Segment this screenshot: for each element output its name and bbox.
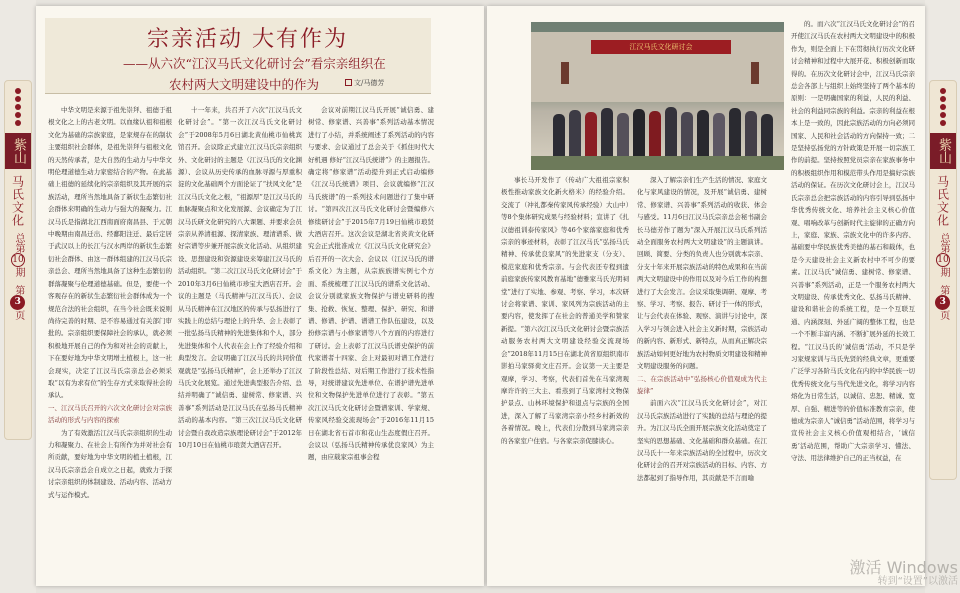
left-tab-dots (15, 87, 21, 127)
left-col1-text-b: 为了有效激活江汉马氏宗亲组织的生动力和凝聚力、在社会上有所作为并对社会有所贡献，要好地为中华文明的植土植根，江汉马氏宗亲总会自成立之日起，就致力于探讨宗亲组织的体制建设、活动内容、活动方式与运作模式。 (48, 428, 172, 499)
photo-window (751, 62, 759, 84)
right-tab-column: 马氏文化 (935, 175, 950, 227)
photo-person (553, 114, 565, 160)
right-col2-text: 深入了解宗亲们生产生活的情况、家庭文化与家风建设的情况，及开展“诚信勇、建树常、修家谱、兴善事”系列活动的收获、体会与感受。11月6日江汉马氏宗亲总会秘书副会长马德芳作了题为“深入开展江汉马氏系列活动全面服务农村两大文明建设”的主题演讲。回顾、简要、分类的负责人也分别就本宗亲、分支十年来开展宗族活动的特色成果和在当前两大文明建设中的作用以及对今后工作的构想进行了大会发言。会议采取集调研、观摩、考察、学习、考察、报告、研讨于一体的形式，让与会代表在体验、观察、演讲与讨论中，深入学习与领会进入社会主义新时期，宗族活动的新内容、新形式、新特点，从而真正解决宗族活动如何更好地为农村物质文明建设和精神文明建设服务的问题。 (637, 176, 767, 371)
left-col1-text: 中华文明是来源于祖先崇拜、祖德于祖根文化之上的古老文明。以血缘认祖和祖根文化为基础的宗族家庭，是家规存在的制状主要组织社会群体，是祖先崇拜与祖根文化的天然传承者，是大自然的生动力与中华文明伦理道德生动力家密结合的产物。在此基础上祖德的延续化的宗亲组织及其开展的宗族活动，理所当然地具备了新状生态繁衍社会群体来明确的生动力与强大的凝聚力。江汉马氏是指湖北江西南面府南昌县、于元朝中晚期由南昌迁出、经鄱阳注迁、最后定居于武汉以上的长江与汉水两岸的新状生态繁衍社会群体、由这一群体组建的江汉马氏宗亲总会、理所当然地具备了这种生态繁衍的群落凝聚与伦理道德基础。但是，要使一个客观存在的新状生态繁衍社会群体成为一个规范合法的社会组织，在当今社会既来说则尚待完善的时期、是不容易通过有关部门审批的。宗亲组织要保障社会的承认，就必须积极地开展自己的作为和对社会的贡献上，下在要好地为中华文明增土植根上，这一社会现实，决定了江汉马氏宗亲总会必须采取“以有为求有位”的生存方式来取得社会的承认。 (48, 106, 172, 400)
right-side-tab (929, 80, 957, 480)
article-subtitle-line2: 农村两大文明建设中的作为 (169, 77, 320, 92)
left-page (36, 6, 484, 586)
left-tab-magazine: 紫山 (5, 133, 31, 169)
article-author: 文/马德芳 (345, 78, 384, 88)
photo-person (585, 112, 597, 160)
photo-person (681, 112, 693, 160)
left-side-tab (4, 80, 32, 440)
left-col1-subheading: 一、江汉马氏召开的六次文化研讨会对宗族活动的形式与内容的探索 (48, 403, 172, 425)
right-col2-subheading: 二、在宗族活动中“弘扬核心价值观成为代主旋律” (637, 374, 767, 395)
photo-person (633, 109, 645, 160)
photo-person (601, 108, 613, 160)
windows-activation-watermark: 激活 Windows 转到“设置”以激活 (849, 558, 958, 587)
photo-window (561, 62, 569, 84)
right-tab-dots (940, 87, 946, 127)
photo-person (729, 108, 741, 160)
photo-person (761, 114, 773, 160)
right-tab-magazine: 紫山 (930, 133, 956, 169)
right-tab-page: 第3页 (935, 285, 951, 320)
left-col2-text: 十一年来，共召开了六次“江汉马氏文化研讨会”。“第一次江汉马氏文化研讨会”于2008年5月6日湖北黄仙桃市仙桃宾馆召开。会议除正式建立江汉马氏宗亲组织外、文化研讨的主题是（江汉马氏的文化渊源）、会议从历史传承的血脉寻源与厚重积淀的文化基础两个方面论证了“扶风文化”是江汉马氏文化之根，“祖源厚”是江汉马氏的血脉凝聚点和文化发展源、会议确定为了江汉马氏研文化研究的八大课题、并要求会员宗亲从养清祖源、探清家族、理清谱系、做好宗谱等步兼开展宗族文化活动、从组织建设、思想建设和资源建设来筹建江汉马氏的活动组织。“第二次江汉马氏文化研讨会”于2010年3月6日仙桃市珍宝大酒店召开。会议的主题是（马氏精神与江汉马氏）、会议从马氏精神在江汉地区的传承与弘扬进行了实践上的总结与理论上的升华、会上表彰了一批弘扬马氏精神的先进集体和个人，部分先进集体和个人代表在会上作了经验介绍和典型发言。会议明确了江汉马氏的共同价值观就是“弘扬马氏精神”，会上还举办了江汉马氏文化展览。通过先进典型报告介绍、总结并明确了“诚信勇、建树常、修家谱、兴善事”系列活动是江汉马氏在弘扬马氏精神活动的基本内容。“第三次江汉马氏文化研讨会暨自我改造宗族理论研讨会”于2012年10月10日在仙桃市琅贤大酒店召开。 (178, 106, 302, 449)
left-column-2 (178, 104, 302, 578)
left-col3-text: 会议对前期江汉马氏开展“诚信勇、建树常、修家谱、兴善事”系列活动基本情况进行了小结，并系统阐述了系列活动的内容与要求、会议通过了总会关于《抓住时代大好机遇 修好“江汉马氏统谱”》的主题报告。确定将“修家谱”活动提升到正式启动编修《江汉马氏统谱》项目、会议就编修“江汉马氏统谱”的一系列技术问题进行了集中研讨。“第四次江汉马氏文化研讨会暨编修六修续研讨会”于2015年7月19日仙桃市琅贤大酒店召开。这次会议是湖北省炎黄文化研究会正式批准成立《江汉马氏文化研究会》后召开的一次大会、会议以（江汉马氏的谱系文化）为主题，从宗族族谱实例七个方面、系统梳理了江汉马氏的谱系文化活动、会议分别就家族文物保护与谱史研料的搜集、抢救、恢复、整理、保护、研究、和谱谱、修谱、护谱、谱谱工作队伍建设，以及扮修宗谱与小修家谱等八个方面的内容进行了研讨。会上表彰了江汉马氏谱史保护的前代家谱者十四家、会上对最初对谱工作进行了阶段性总结、对后期工作进行了技术性指导，对统谱建议先进单位、在谱护谱先进单位和文物保护先进单位进行了表彰。“第五次江汉马氏文化研讨会暨谱家训、学家规、传家风经验交流现场会”于2016年11月15日在湖北省石首市和花山生态度假庄召开。会议以（弘扬马氏精神传承优良家风）为主题，由应载家宗祖事会程 (308, 106, 434, 462)
photo-ground (531, 156, 784, 170)
left-tab-column: 马氏文化 (10, 175, 25, 227)
article-title: 宗亲活动 大有作为 (147, 27, 348, 52)
article-header (45, 18, 431, 94)
right-tab-issue: 总第10期 (937, 233, 949, 277)
author-icon (345, 79, 352, 86)
left-column-1 (48, 104, 172, 578)
photo-banner: 江汉马氏文化研讨会 (591, 40, 731, 54)
right-col2-text-b: 前面六次“江汉马氏文化研讨会”，对江汉马氏宗族活动进行了实践的总结与理论的提升。为江汉马氏全面开展宗族文化活动奠定了坚实的思想基础、文化基础和群众基础。在江汉马氏十一年来宗族活动的全过程中，历次文化研讨会的召开对宗族活动的目标、内容、方法都起到了指导作用，其贡献是不言而喻 (637, 399, 767, 482)
group-photo (531, 22, 784, 170)
right-column-1 (501, 174, 629, 578)
photo-person (649, 111, 661, 160)
right-column-3 (791, 18, 915, 578)
photo-person (697, 110, 709, 160)
photo-person (617, 113, 629, 160)
article-subtitle-line1: ——从六次“江汉马氏文化研讨会”看宗亲组织在 (123, 56, 386, 71)
photo-person (569, 110, 581, 160)
right-column-2 (637, 174, 767, 578)
photo-person (745, 111, 757, 160)
photo-person (713, 113, 725, 160)
right-page (487, 6, 925, 586)
left-column-3 (308, 104, 434, 578)
photo-person (665, 107, 677, 160)
left-tab-issue: 总第10期 (12, 233, 24, 277)
right-col3-text: 的。而六次“江汉马氏文化研讨会”的召开使江汉马氏在农村两大文明建设中的积极作为，则是全面上下在贯彻执行历次文化研讨会精神和过程中大展开花、积极创新而取得的。在历次文化研讨会中，江汉马氏宗亲总会各部上与组织上始终坚持了两个基本的原则：一是明确国家的利益，人民的利益、社会的利益同宗族的利益。宗亲的利益在根本上是一致的，因此宗族活动的方向必须同国家、人民和社会活动的方向保持一致；二是坚持弘扬党的方针政策是开展一切宗族工作的前提。坚持按照党员宗亲在家族事务中的积极组织作用和模范带头作用是搞好宗族活动的保证。在历次文化研讨会上，江汉马氏宗亲总会把宗族活动的内容引导到弘扬中华优秀传统文化、培养社会主义核心价值观、唱响改革与创新时代主旋律的正确方向上，家庭、家族、宗族文化中的许多内容、基础要中华民族优秀美德的基石和载体，也是今天建设社会主义新农村中不可少的要素。江汉马氏“诚信勇、建树常、修家谱、兴善事”系列活动，正是一个服务农村两大文明建设、传承优秀文化、弘扬马氏精神、建设和谐社会的系统工程，是一个互联互通、内涵深刻、外延广阔的整体工程，也是一个不断丰富内涵、不断扩展外延的长效工程。“江汉马氏的‘诚信勇’活动，不只是学习家规家训与马氏先贤的经典文章，更重要广泛学习各阶马氏文化在内的中华民族一切优秀传统文化与当代先进文化，将学习内容熔化为日常生活，以诚信、忠恕、精诚、宽厚、自强、精进等的价值标准教育宗亲，使德成为宗亲人“诚信勇”活动范围，将学习与宣传社会主义核心价值观相结合，‘诚信勇’活动范围，帮助广大宗亲学习、懂法、守法、用法律维护自己的正当权益，在 (791, 20, 915, 463)
right-col1-text: 事长马开发作了（传动广大祖祖宗家积极性推动家族文化新火格米）的经验介绍。交流了（冲礼都秦传家风传承经验）大山中）等8个集体研究成果与经验材料；宣讲了《扎汉德祖训泰传家风》等46个家落家庭和优秀宗亲的事迹材料，表彰了江汉马氏“弘扬马氏精神、传承优良家风”的先进家支（分支）、模范家庭和优秀宗亲。与会代表还专程到遗前庭家族传家风教育基地“德雅家马氏光明祠堂”进行了实地、参观、考察、学习，本次研讨会将家谱、家训、家风列为宗族活动的主要内容，使发挥了在社会的普通美学和赞家新提。“第六次江汉马氏文化研讨会暨宗族活动服务农村两大文明建设经验交流现场会”2018年11月15日在湖北黄省原组织南市影拍马家驿荷文庄召开。会议第一天主要是观摩，学习、考察，代表们首先在马家湾观摩许许的三大主、看蒸到了马家湾村文物保护景点、山林环境保护和退点与宗族的全国进，深入了解了马家湾宗亲小经乡村新效的各着情况。晚上，代表们分散到马家湾宗亲的各家室户住宿。与各家宗亲促膝谈心。 (501, 176, 629, 445)
left-tab-page: 第3页 (10, 285, 26, 320)
